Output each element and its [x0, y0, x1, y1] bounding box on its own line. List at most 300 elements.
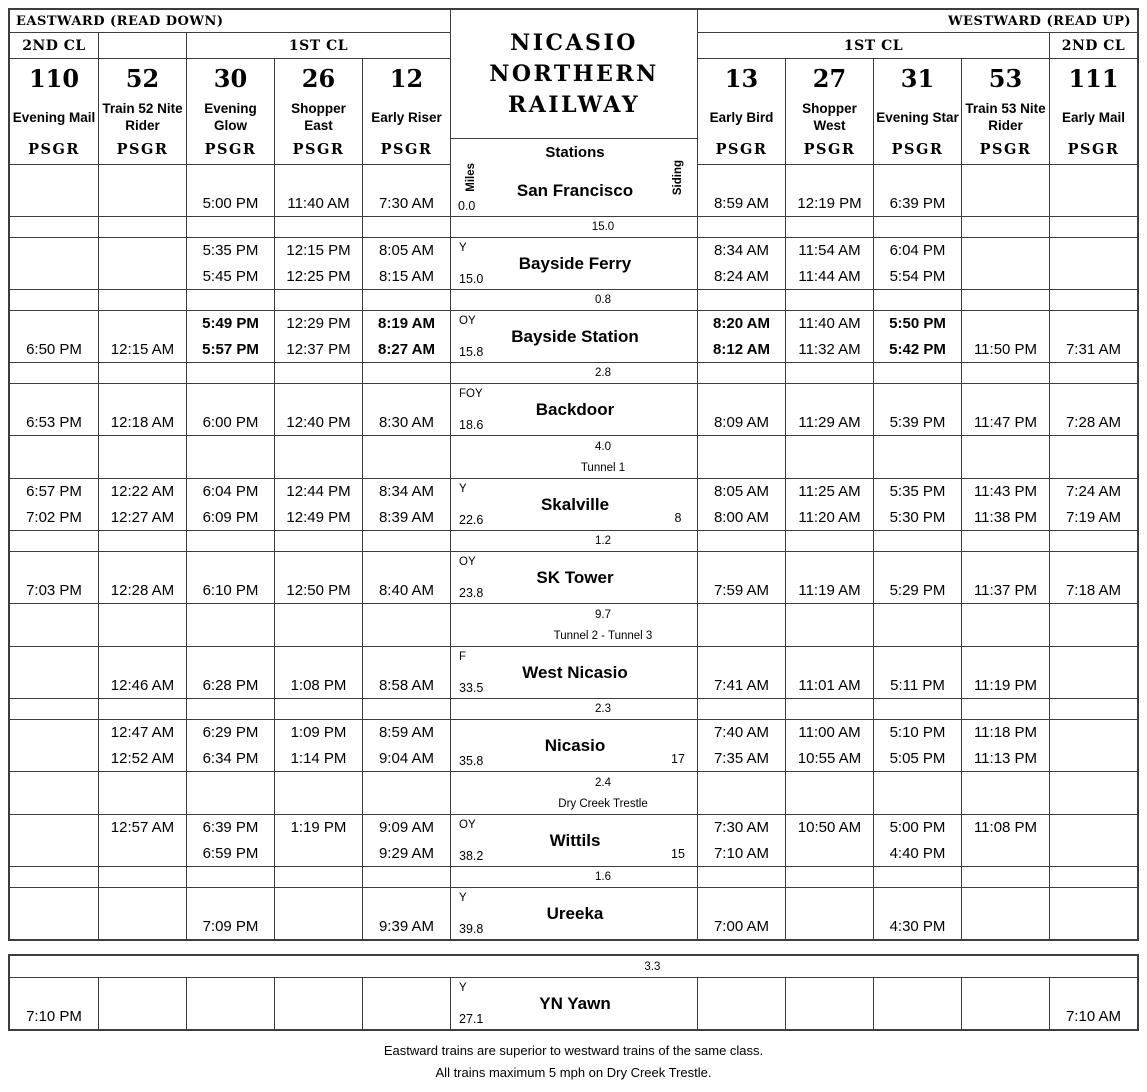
time-line-2: 5:11 PM [890, 676, 945, 694]
time-line-2 [99, 191, 186, 217]
empty-cell [362, 603, 450, 646]
time-line-1 [10, 165, 98, 191]
time-cell [785, 719, 873, 771]
time-cell [697, 977, 785, 1029]
time-cell [785, 237, 873, 289]
station-siding [659, 978, 697, 1029]
time-line-1 [275, 384, 362, 410]
station-code: Y [459, 892, 467, 904]
distance-cell [450, 435, 697, 478]
time-line-2: 9:39 AM [378, 917, 435, 935]
distance-value: 2.4 [595, 776, 611, 789]
distance-cell [450, 866, 697, 887]
train-type: PSGR [979, 141, 1032, 158]
station-name: San Francisco [516, 180, 634, 200]
time-line-2 [10, 264, 98, 290]
station-name: Ureeka [546, 903, 604, 923]
time-cell [362, 551, 450, 603]
station-name: Nicasio [544, 735, 606, 755]
time-line-2: 12:18 AM [110, 413, 175, 431]
time-line-1: 5:49 PM [202, 315, 259, 333]
train-number: 53 [988, 64, 1023, 93]
time-cell [10, 164, 98, 216]
time-line-1 [698, 165, 785, 191]
time-cell [10, 646, 98, 698]
time-cell [186, 646, 274, 698]
time-cell [873, 977, 961, 1029]
time-cell [98, 719, 186, 771]
time-cell [10, 478, 98, 530]
train-header-53 [961, 58, 1049, 164]
time-cell [785, 551, 873, 603]
time-cell [98, 383, 186, 435]
time-line-2: 9:04 AM [378, 749, 435, 767]
empty-cell [274, 698, 362, 719]
train-number: 13 [724, 64, 759, 93]
time-line-1 [786, 552, 873, 578]
time-line-1 [99, 647, 186, 673]
station-miles-block [451, 888, 491, 939]
time-cell [697, 719, 785, 771]
time-cell [961, 551, 1049, 603]
time-cell [186, 478, 274, 530]
time-line-1 [1050, 720, 1137, 746]
empty-cell [98, 289, 186, 310]
time-line-1 [1050, 888, 1137, 914]
time-line-2: 6:39 PM [889, 194, 946, 212]
train-number: 111 [1068, 64, 1119, 93]
time-line-2: 8:15 AM [378, 267, 435, 285]
empty-cell [98, 771, 186, 814]
train-name: Early Bird [709, 109, 774, 125]
empty-cell [98, 866, 186, 887]
time-line-1 [99, 888, 186, 914]
time-cell [873, 646, 961, 698]
east-first-class-label: 1ST CL [186, 32, 450, 58]
time-line-2: 7:59 AM [713, 581, 770, 599]
station-miles: 23.8 [459, 586, 484, 600]
time-line-2 [874, 1004, 961, 1030]
time-line-2: 7:31 AM [1065, 340, 1122, 358]
empty-cell [961, 866, 1049, 887]
time-cell [785, 310, 873, 362]
time-line-2 [786, 841, 873, 867]
empty-cell [98, 362, 186, 383]
time-cell [873, 383, 961, 435]
time-cell [274, 887, 362, 939]
time-line-1 [786, 888, 873, 914]
station-miles: 39.8 [459, 922, 484, 936]
time-cell [98, 646, 186, 698]
time-line-2: 7:28 AM [1065, 413, 1122, 431]
empty-cell [1049, 771, 1137, 814]
station-cell [450, 383, 697, 435]
time-line-1 [275, 978, 362, 1004]
time-line-1 [962, 311, 1049, 337]
time-line-1 [363, 384, 450, 410]
time-line-2: 6:53 PM [26, 413, 82, 431]
time-cell [98, 814, 186, 866]
train-name: Train 52 Nite Rider [102, 101, 183, 133]
time-cell [10, 383, 98, 435]
empty-cell [362, 698, 450, 719]
main-timetable [8, 8, 1139, 941]
station-siding [659, 238, 697, 289]
time-cell [274, 814, 362, 866]
empty-cell [362, 362, 450, 383]
time-line-1 [363, 552, 450, 578]
station-miles: 15.0 [459, 272, 484, 286]
time-line-1 [363, 888, 450, 914]
time-cell [10, 237, 98, 289]
distance-value: 1.2 [595, 535, 611, 547]
time-line-2: 5:42 PM [889, 340, 946, 358]
time-line-2: 6:28 PM [202, 676, 259, 694]
station-miles-block [451, 720, 491, 771]
time-cell [1049, 814, 1137, 866]
time-cell [362, 478, 450, 530]
time-cell [961, 237, 1049, 289]
time-line-1: 6:57 PM [26, 483, 82, 501]
time-cell [186, 237, 274, 289]
stations-column [491, 139, 659, 216]
time-line-2 [10, 673, 98, 699]
time-cell [785, 383, 873, 435]
footnote-1: Eastward trains are superior to westward trains of the same class. [383, 1043, 764, 1058]
empty-cell [274, 435, 362, 478]
time-line-2: 7:30 AM [378, 194, 435, 212]
time-line-2: 5:45 PM [202, 267, 259, 285]
station-siding [659, 311, 697, 362]
time-line-2 [962, 1004, 1049, 1030]
time-cell [362, 887, 450, 939]
time-line-1: 12:22 AM [110, 483, 175, 501]
time-line-2: 11:29 AM [798, 413, 861, 431]
time-line-1: 11:43 PM [973, 483, 1038, 501]
station-name: SK Tower [536, 567, 614, 587]
train-name: Shopper West [802, 101, 857, 133]
time-cell [98, 887, 186, 939]
time-cell [362, 310, 450, 362]
empty-cell [1049, 435, 1137, 478]
time-cell [873, 237, 961, 289]
time-cell [785, 814, 873, 866]
station-miles-block [451, 238, 491, 289]
distance-value: 4.0 [595, 440, 611, 453]
time-line-1: 8:19 AM [378, 315, 435, 333]
time-line-1: 1:09 PM [290, 724, 347, 742]
time-line-2: 7:09 PM [202, 917, 259, 935]
empty-cell [362, 530, 450, 551]
empty-cell [1049, 216, 1137, 237]
time-line-1 [874, 978, 961, 1004]
station-name: West Nicasio [522, 662, 628, 682]
title-line-1: NICASIO [510, 30, 638, 56]
time-cell [785, 646, 873, 698]
time-line-1 [10, 384, 98, 410]
time-cell [10, 551, 98, 603]
time-cell [873, 887, 961, 939]
time-line-1 [10, 720, 98, 746]
time-line-1 [10, 888, 98, 914]
empty-cell [961, 216, 1049, 237]
time-line-1: 12:15 PM [286, 242, 351, 260]
time-cell [274, 237, 362, 289]
time-cell [961, 383, 1049, 435]
empty-cell [1049, 698, 1137, 719]
time-line-2: 6:34 PM [202, 749, 259, 767]
empty-cell [961, 435, 1049, 478]
station-miles: 38.2 [459, 849, 484, 863]
time-line-1 [962, 238, 1049, 264]
time-line-2: 5:30 PM [889, 508, 946, 526]
time-cell [873, 310, 961, 362]
train-type: PSGR [715, 141, 768, 158]
time-line-1 [275, 552, 362, 578]
train-header-30 [186, 58, 274, 164]
time-line-1: 5:35 PM [202, 242, 259, 260]
time-line-2: 8:09 AM [713, 413, 770, 431]
empty-cell [274, 530, 362, 551]
time-line-2: 12:46 AM [110, 676, 175, 694]
west-second-class-label: 2ND CL [1049, 32, 1137, 58]
time-line-2: 8:27 AM [378, 340, 435, 358]
time-cell [274, 719, 362, 771]
time-line-1 [187, 552, 274, 578]
empty-cell [697, 362, 785, 383]
empty-cell [961, 289, 1049, 310]
time-line-1 [962, 552, 1049, 578]
distance-cell [450, 530, 697, 551]
station-miles-block [451, 311, 491, 362]
station-cell [450, 719, 697, 771]
time-line-1: 11:08 PM [973, 819, 1038, 837]
time-line-1: 6:04 PM [889, 242, 946, 260]
time-line-1 [187, 888, 274, 914]
train-number: 12 [389, 64, 424, 93]
time-line-2 [275, 1004, 362, 1030]
empty-cell [274, 866, 362, 887]
station-code: FOY [459, 388, 483, 400]
empty-cell [785, 771, 873, 814]
train-header-110 [10, 58, 98, 164]
time-line-1: 8:34 AM [378, 483, 435, 501]
station-cell [450, 551, 697, 603]
time-cell [697, 887, 785, 939]
time-line-1 [698, 647, 785, 673]
time-cell [873, 814, 961, 866]
station-miles-block [451, 978, 491, 1029]
train-type: PSGR [1067, 141, 1120, 158]
time-line-2 [363, 1004, 450, 1030]
empty-cell [186, 603, 274, 646]
time-cell [362, 383, 450, 435]
time-line-2 [786, 914, 873, 940]
time-line-2: 9:29 AM [378, 844, 435, 862]
empty-cell [1049, 289, 1137, 310]
footnotes [8, 1040, 1139, 1084]
time-line-2: 12:19 PM [797, 194, 862, 212]
empty-cell [186, 216, 274, 237]
time-cell [1049, 478, 1137, 530]
time-line-1 [962, 888, 1049, 914]
empty-cell [961, 698, 1049, 719]
time-line-1 [10, 978, 98, 1004]
time-cell [362, 977, 450, 1029]
train-name: Evening Star [876, 109, 959, 125]
empty-cell [961, 530, 1049, 551]
time-cell [873, 164, 961, 216]
empty-cell [873, 289, 961, 310]
station-cell [450, 237, 697, 289]
station-name: Bayside Station [511, 326, 639, 346]
time-cell [10, 310, 98, 362]
time-line-2: 8:24 AM [713, 267, 770, 285]
empty-cell [98, 698, 186, 719]
station-siding [659, 647, 697, 698]
train-header-31 [873, 58, 961, 164]
time-cell [961, 646, 1049, 698]
time-line-1 [1050, 978, 1137, 1004]
station-name: Backdoor [535, 399, 615, 419]
station-miles: 22.6 [459, 513, 484, 527]
time-line-1 [10, 238, 98, 264]
distance-value: 9.7 [595, 608, 611, 621]
train-number: 52 [125, 64, 160, 93]
empty-cell [10, 698, 98, 719]
time-line-2: 10:55 AM [797, 749, 862, 767]
time-line-1 [962, 165, 1049, 191]
empty-cell [10, 771, 98, 814]
time-line-1 [363, 978, 450, 1004]
time-line-2: 11:38 PM [973, 508, 1038, 526]
time-line-1 [698, 978, 785, 1004]
train-header-27 [785, 58, 873, 164]
time-line-1 [1050, 384, 1137, 410]
time-line-2: 11:40 AM [287, 194, 350, 212]
time-cell [186, 814, 274, 866]
time-line-2 [275, 914, 362, 940]
east-unclassed-cell [98, 32, 186, 58]
time-line-1 [99, 552, 186, 578]
train-name: Shopper East [291, 101, 346, 133]
time-line-1 [187, 978, 274, 1004]
empty-cell [274, 216, 362, 237]
time-line-2 [99, 1004, 186, 1030]
time-cell [362, 814, 450, 866]
railway-title [450, 10, 697, 138]
distance-note: Tunnel 1 [580, 461, 626, 474]
time-cell [98, 551, 186, 603]
station-siding: 17 [671, 752, 685, 766]
empty-cell [274, 771, 362, 814]
station-miles: 33.5 [459, 681, 484, 695]
time-line-2: 7:19 AM [1065, 508, 1122, 526]
time-line-1 [10, 815, 98, 841]
distance-value: 0.8 [595, 294, 611, 306]
time-cell [1049, 383, 1137, 435]
time-cell [1049, 310, 1137, 362]
empty-cell [697, 866, 785, 887]
train-name: Evening Mail [12, 109, 96, 125]
empty-cell [10, 530, 98, 551]
train-number: 27 [812, 64, 847, 93]
empty-cell [1049, 603, 1137, 646]
time-cell [1049, 719, 1137, 771]
station-name: Wittils [549, 830, 601, 850]
empty-cell [785, 698, 873, 719]
time-line-2: 6:59 PM [202, 844, 259, 862]
time-line-1 [962, 384, 1049, 410]
time-line-1: 12:44 PM [286, 483, 351, 501]
time-line-1: 11:18 PM [973, 724, 1038, 742]
time-cell [274, 977, 362, 1029]
time-line-1 [874, 552, 961, 578]
time-line-2 [99, 914, 186, 940]
station-miles: 35.8 [459, 754, 484, 768]
empty-cell [873, 362, 961, 383]
station-miles-block [451, 815, 491, 866]
train-header-12 [362, 58, 450, 164]
time-line-2 [786, 1004, 873, 1030]
time-line-2: 8:58 AM [378, 676, 435, 694]
time-cell [186, 551, 274, 603]
time-line-1 [10, 311, 98, 337]
station-code: Y [459, 242, 467, 254]
time-line-1 [1050, 815, 1137, 841]
empty-cell [1049, 362, 1137, 383]
time-cell [1049, 977, 1137, 1029]
empty-cell [785, 216, 873, 237]
time-line-1: 8:59 AM [378, 724, 435, 742]
empty-cell [98, 216, 186, 237]
time-line-1 [363, 165, 450, 191]
time-line-1 [874, 888, 961, 914]
time-line-2: 12:15 AM [110, 340, 175, 358]
time-line-2: 12:49 PM [286, 508, 351, 526]
time-line-2 [1050, 841, 1137, 867]
time-cell [785, 977, 873, 1029]
station-cell [450, 814, 697, 866]
time-line-1 [10, 647, 98, 673]
time-cell [697, 814, 785, 866]
time-line-1 [187, 384, 274, 410]
time-cell [873, 478, 961, 530]
station-miles-block [451, 552, 491, 603]
time-cell [98, 237, 186, 289]
empty-cell [697, 771, 785, 814]
time-line-2: 7:18 AM [1065, 581, 1122, 599]
distance-cell [450, 289, 697, 310]
time-cell [98, 478, 186, 530]
time-line-1 [874, 384, 961, 410]
time-cell [186, 310, 274, 362]
time-line-1 [187, 647, 274, 673]
time-line-2: 8:12 AM [713, 340, 770, 358]
time-cell [785, 164, 873, 216]
train-header-13 [697, 58, 785, 164]
station-cell [450, 977, 697, 1029]
train-header-111 [1049, 58, 1137, 164]
station-miles-block [451, 647, 491, 698]
time-line-2 [698, 1004, 785, 1030]
distance-note: Dry Creek Trestle [558, 797, 648, 810]
empty-cell [697, 698, 785, 719]
station-miles-block [451, 479, 491, 530]
empty-cell [785, 362, 873, 383]
empty-cell [961, 603, 1049, 646]
empty-cell [98, 530, 186, 551]
